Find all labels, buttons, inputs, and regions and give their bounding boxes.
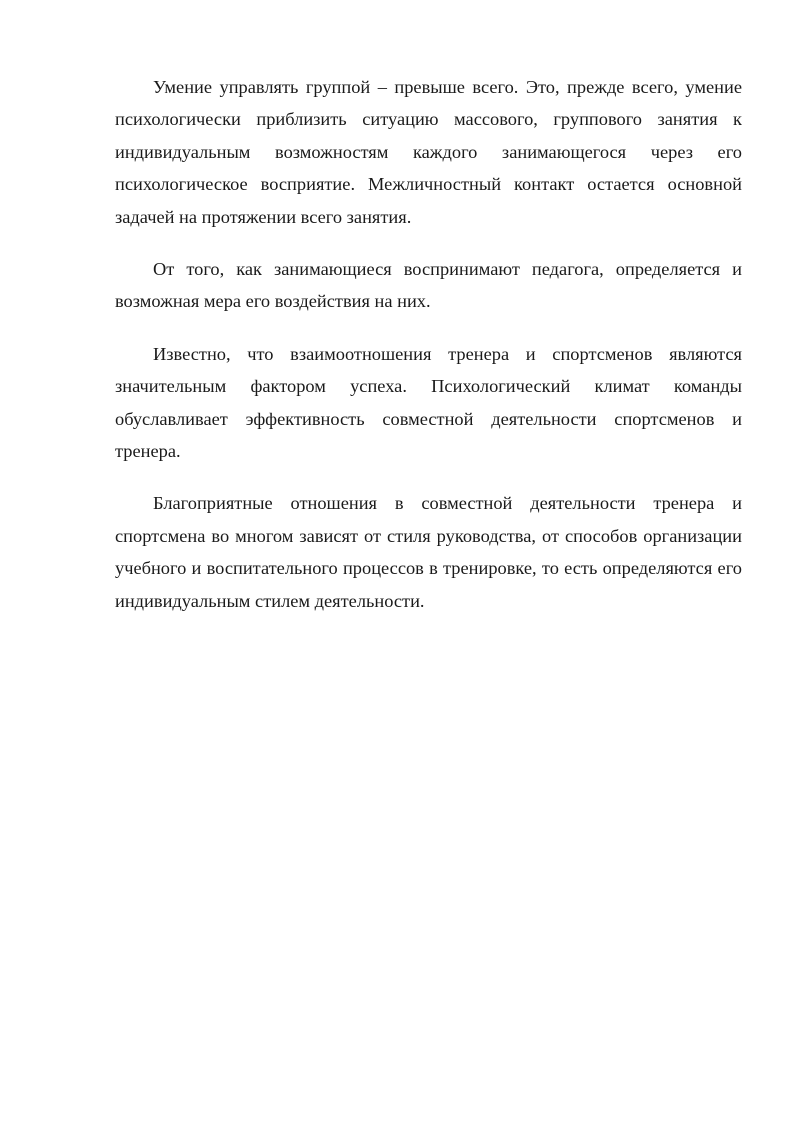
document-body bbox=[115, 71, 742, 617]
paragraph-leadership-style: Благоприятные отношения в совместной деятельности тренера и спортсмена во многом зависят от стиля руководства, от способов организации учебного и воспитательного процессов в тренировке, то есть определяются его индивидуальным стилем деятельности. bbox=[115, 493, 742, 611]
paragraph-group-management: Умение управлять группой – превыше всего. Это, прежде всего, умение психологически приблизить ситуацию массового, группового занятия к индивидуальным возможностям каждого занимающегося через его психологическое восприятие. Межличностный контакт остается основной задачей на протяжении всего занятия. bbox=[115, 77, 742, 227]
paragraph-coach-athlete-relations: Известно, что взаимоотношения тренера и спортсменов являются значительным фактором успеха. Психологический климат команды обуславливает эффективность совместной деятельности спортсменов и тренера. bbox=[115, 343, 742, 462]
paragraph-teacher-perception: От того, как занимающиеся воспринимают педагога, определяется и возможная мера его воздействия на них. bbox=[115, 259, 742, 312]
